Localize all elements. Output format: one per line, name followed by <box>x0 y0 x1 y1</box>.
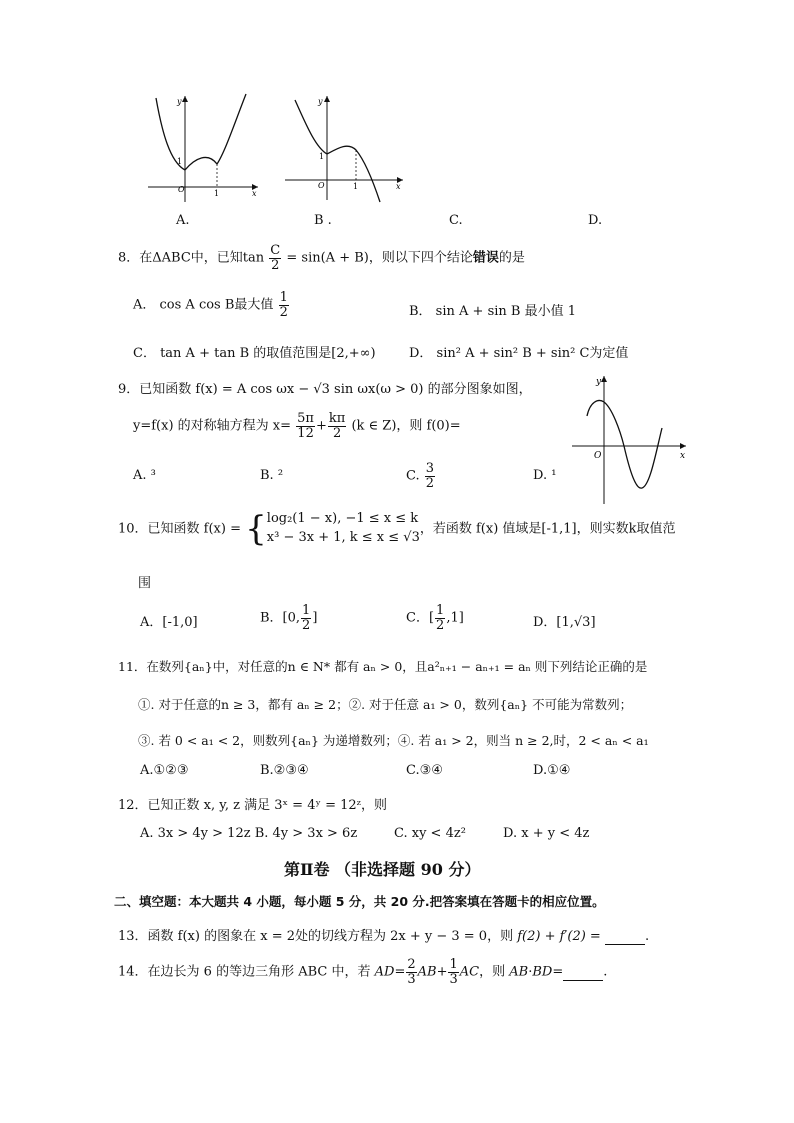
q13-pre: 13．函数 f(x) 的图象在 x = 2处的切线方程为 2x + y − 3 = 0，则 <box>118 929 514 944</box>
part2-title: 第Ⅱ卷 （非选择题 90 分） <box>284 860 481 879</box>
q10-b-post: ] <box>312 610 318 626</box>
q11-option-b[interactable]: B.②③④ <box>260 763 309 778</box>
q9-option-c[interactable] <box>406 462 436 490</box>
q8-option-d[interactable]: D． sin² A + sin² B + sin² C为定值 <box>409 346 629 361</box>
q10-pre: 10．已知函数 f(x) = <box>118 521 241 537</box>
q8-option-a[interactable] <box>133 291 290 319</box>
q9-plus: + <box>315 418 327 434</box>
q7a-xlabel: x <box>252 189 257 198</box>
q11-line1: 11．在数列{aₙ}中，对任意的n ∈ N* 都有 aₙ > 0，且a²ₙ₊₁ − aₙ₊₁ = aₙ 则下列结论正确的是 <box>118 659 648 674</box>
q9-frac2 <box>328 412 346 440</box>
q8-a-text: A． cos A cos B最大值 <box>133 297 274 313</box>
q14-stem <box>118 958 607 986</box>
q8-fraction <box>269 244 281 272</box>
q7b-origin: O <box>318 181 325 190</box>
q9-l2-post: (k ∈ Z)，则 f(0)= <box>351 418 461 434</box>
q10-case1: log₂(1 − x), −1 ≤ x ≤ k <box>266 511 419 526</box>
q10-case2: x³ − 3x + 1, k ≤ x ≤ √3 <box>266 529 420 545</box>
q14-vec-bd: BD <box>532 964 553 980</box>
q11-line2: ①. 对于任意的n ≥ 3，都有 aₙ ≥ 2；②. 对于任意 a₁ > 0，数列{aₙ} 不可能为常数列； <box>138 697 633 712</box>
q9-option-b[interactable]: B. ² <box>260 468 284 483</box>
q9-f2-num: kπ <box>328 411 346 426</box>
q10-b-num: 1 <box>302 603 311 618</box>
q9-line2 <box>133 412 461 440</box>
q14-vec-ab2: AB <box>509 964 529 980</box>
q10-c-fraction <box>435 604 445 632</box>
q12-stem: 12．已知正数 x, y, z 满足 3ˣ = 4ʸ = 12ᶻ，则 <box>118 798 387 813</box>
q9-option-d[interactable]: D. ¹ <box>533 468 557 483</box>
q14-f2-num: 1 <box>449 957 458 972</box>
q8-frac-den: 2 <box>271 257 280 273</box>
q9-option-a[interactable]: A. ³ <box>133 468 156 483</box>
q14-vec-ab: AB <box>417 964 437 980</box>
q14-post: . <box>603 964 608 980</box>
q10-c-post: ,1] <box>446 610 464 626</box>
q9-l2-pre: y=f(x) 的对称轴方程为 x= <box>133 418 292 434</box>
q10-piecewise <box>267 510 420 548</box>
q7a-ylabel: y <box>177 97 182 106</box>
q7-graph-a <box>140 92 260 207</box>
q10-c-num: 1 <box>436 603 445 618</box>
q9-origin: O <box>594 451 602 461</box>
q12-options-ab[interactable]: A. 3x > 4y > 12z B. 4y > 3x > 6z <box>140 826 358 841</box>
q9-line1: 9．已知函数 f(x) = A cos ωx − √3 sin ωx(ω > 0) 的部分图象如图， <box>118 382 532 397</box>
q14-vec-ad: AD <box>374 964 395 980</box>
q14-frac1 <box>406 958 416 986</box>
q14-frac2 <box>448 958 458 986</box>
q10-post: ，若函数 f(x) 值域是[-1,1]，则实数k取值范 <box>419 521 676 537</box>
q10-continuation: 围 <box>138 576 152 591</box>
q8-stem-pre: 8．在ΔABC中，已知tan <box>118 250 265 266</box>
q11-option-c[interactable]: C.③④ <box>406 763 443 778</box>
q7b-ytick: 1 <box>319 152 325 161</box>
q9-graph <box>572 372 692 504</box>
q9-f1-den: 12 <box>297 425 314 441</box>
q8-a-num: 1 <box>279 290 288 305</box>
q7a-one: 1 <box>214 189 220 198</box>
q7-label-d[interactable]: D. <box>588 213 603 228</box>
q13-expr: f(2) + f′(2) = <box>517 929 601 944</box>
q7-graph-b <box>280 92 405 207</box>
q7b-ylabel: y <box>318 97 323 106</box>
q11-line3: ③. 若 0 < a₁ < 2，则数列{aₙ} 为递增数列；④. 若 a₁ > 2，则当 n ≥ 2,时，2 < aₙ < a₁ <box>138 733 649 748</box>
q10-option-c[interactable] <box>406 604 464 632</box>
q9-c-den: 2 <box>425 475 435 491</box>
q8-frac-num: C <box>270 243 281 258</box>
q7-label-c[interactable]: C. <box>449 213 463 228</box>
q8-stem-mid: = sin(A + B)，则以下四个结论 <box>286 250 473 266</box>
q12-option-d[interactable]: D. x + y < 4z <box>503 826 590 841</box>
q14-dot: · <box>528 964 533 980</box>
q9-c-pre: C. <box>406 468 420 484</box>
q10-b-den: 2 <box>302 617 311 633</box>
q10-b-fraction <box>301 604 311 632</box>
section2-heading: 二、填空题：本大题共 4 小题，每小题 5 分，共 20 分.把答案填在答题卡的相应位置。 <box>114 894 605 909</box>
q10-c-pre: C．[ <box>406 610 435 626</box>
q12-option-c[interactable]: C. xy < 4z² <box>394 826 466 841</box>
q14-f1-den: 3 <box>407 971 416 987</box>
q10-option-a[interactable]: A．[-1,0] <box>140 615 198 630</box>
q13-answer-blank[interactable] <box>605 929 645 945</box>
q7b-xlabel: x <box>396 182 401 191</box>
q8-a-fraction <box>279 291 289 319</box>
q14-f2-den: 3 <box>449 971 458 987</box>
q8-a-den: 2 <box>279 304 288 320</box>
q7-label-a[interactable]: A. <box>176 213 190 228</box>
q7b-one: 1 <box>353 182 359 191</box>
q8-option-c[interactable]: C． tan A + tan B 的取值范围是[2,+∞) <box>133 346 376 361</box>
q11-option-a[interactable]: A.①②③ <box>140 763 189 778</box>
q10-option-d[interactable]: D．[1,√3] <box>533 615 596 630</box>
q9-c-fraction <box>425 462 435 490</box>
q9-frac1 <box>296 412 315 440</box>
q13-post: . <box>644 929 650 944</box>
q8-stem <box>118 244 525 272</box>
q14-answer-blank[interactable] <box>563 965 603 981</box>
q9-f1-num: 5π <box>297 411 314 426</box>
q9-xlabel: x <box>680 451 686 461</box>
q14-eq2: = <box>552 964 564 980</box>
q14-mid: ，则 <box>479 964 506 980</box>
q11-option-d[interactable]: D.①④ <box>533 763 571 778</box>
q7a-origin: O <box>178 185 185 194</box>
q8-stem-post: 的是 <box>498 250 525 266</box>
q7-label-b[interactable]: B . <box>314 213 332 228</box>
q10-stem <box>118 510 676 548</box>
q14-plus: + <box>436 964 448 980</box>
q10-option-b[interactable] <box>260 604 317 632</box>
q8-option-b[interactable]: B． sin A + sin B 最小值 1 <box>409 304 576 319</box>
q10-brace: { <box>245 508 267 549</box>
q14-eq: = <box>394 964 406 980</box>
q8-stem-bold: 错误 <box>472 250 499 266</box>
q14-pre: 14．在边长为 6 的等边三角形 ABC 中，若 <box>118 964 371 980</box>
q9-ylabel: y <box>596 377 602 387</box>
q14-vec-ac: AC <box>459 964 480 980</box>
q14-f1-num: 2 <box>407 957 416 972</box>
q10-b-pre: B．[0, <box>260 610 301 626</box>
q7a-ytick: 1 <box>177 157 183 166</box>
q9-f2-den: 2 <box>332 425 342 441</box>
q13-stem <box>118 925 649 945</box>
q9-c-num: 3 <box>425 461 435 476</box>
q10-c-den: 2 <box>436 617 445 633</box>
